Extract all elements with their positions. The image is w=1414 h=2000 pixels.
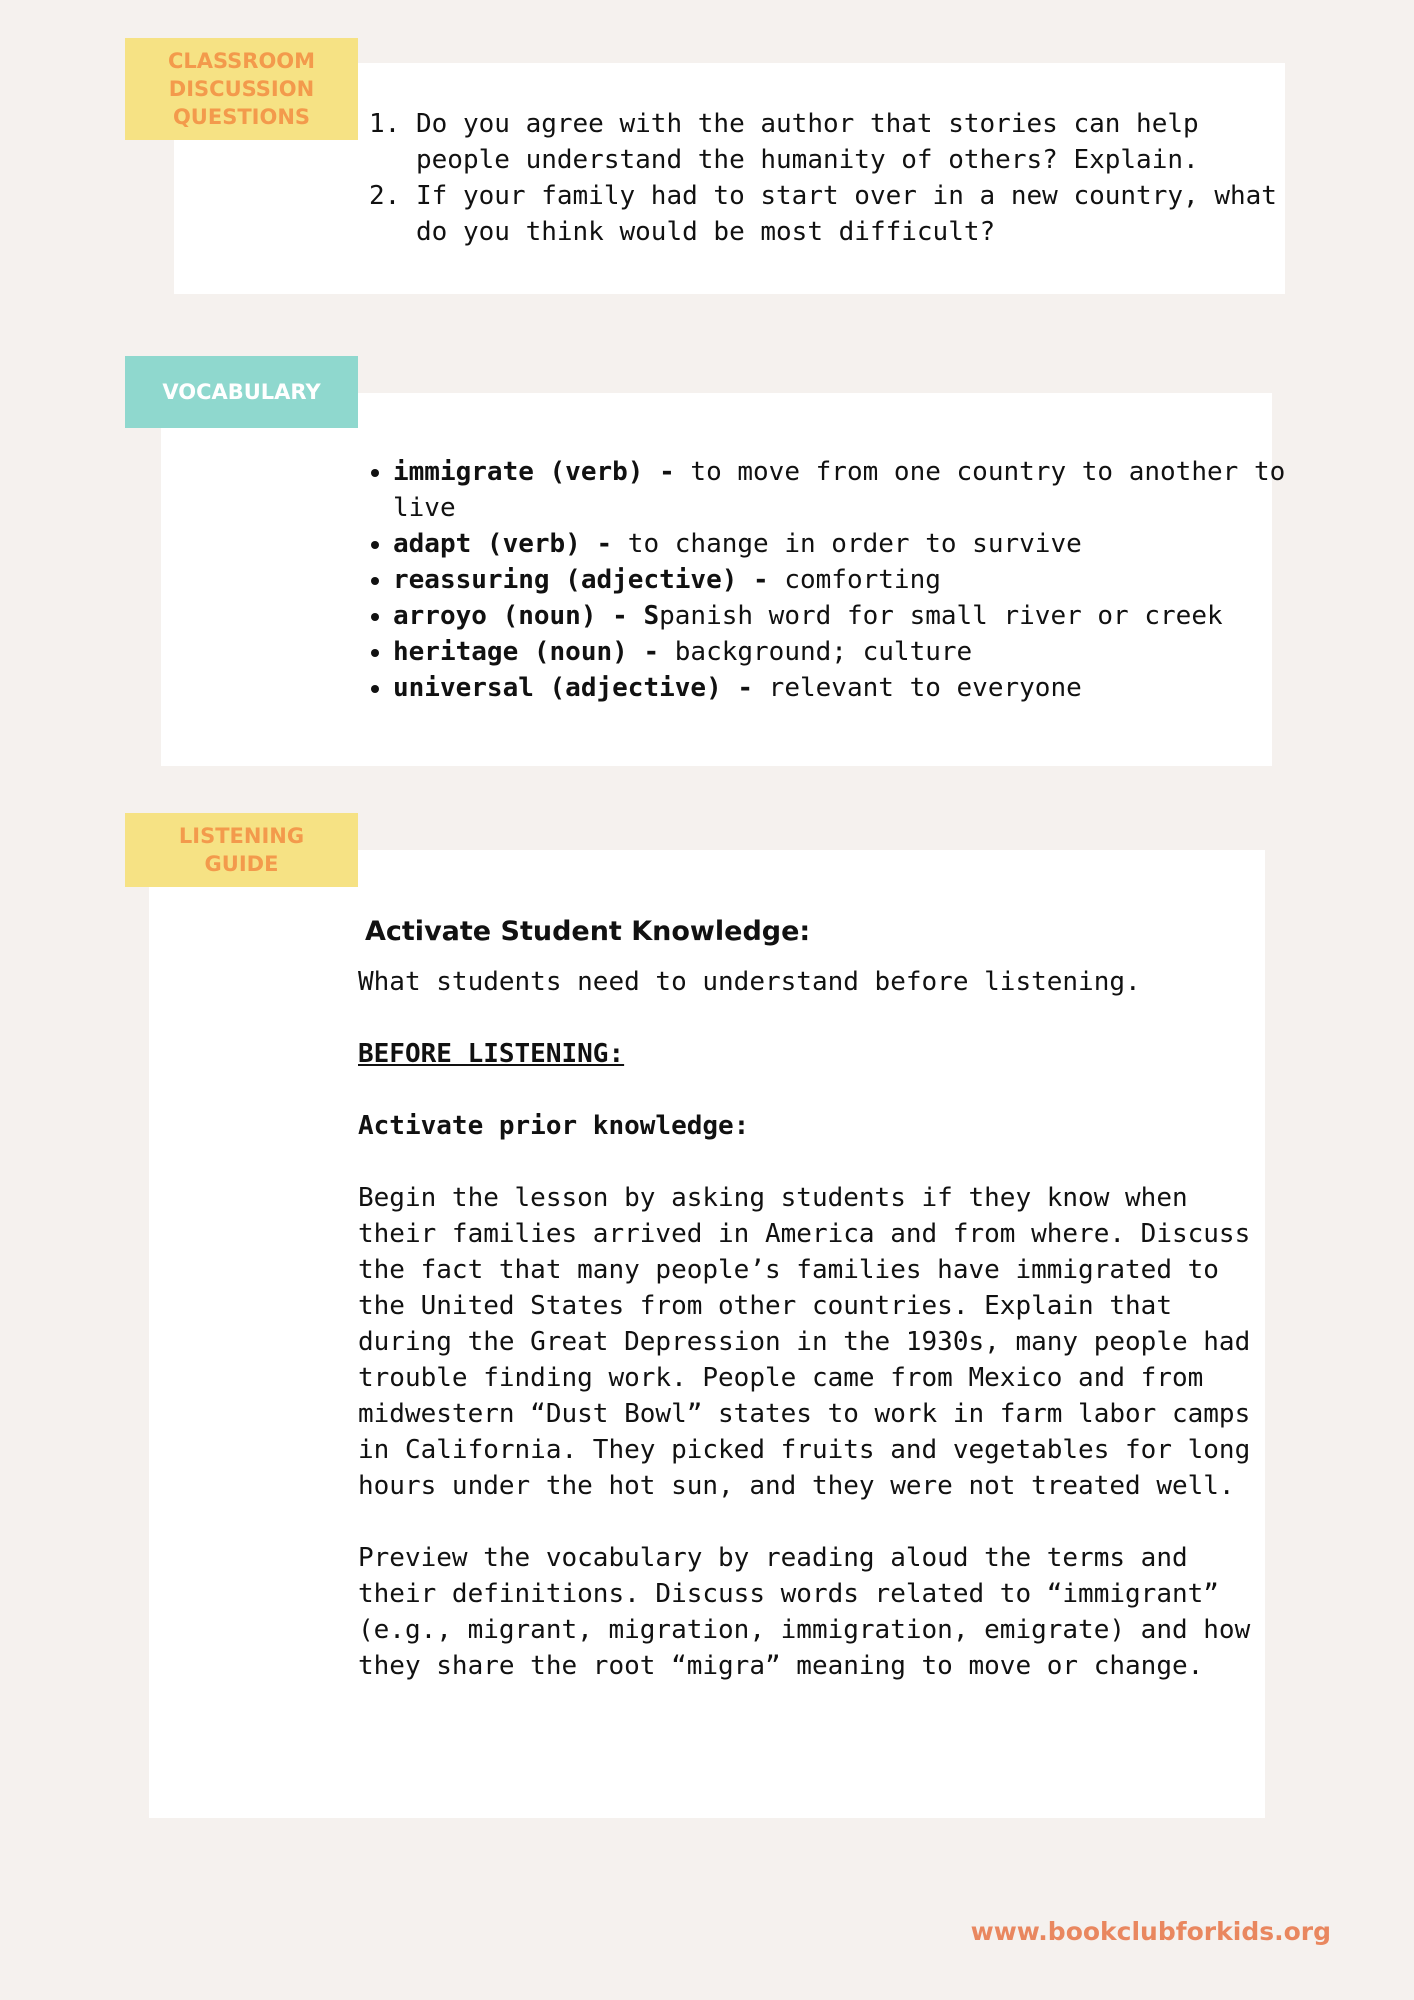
- listening-paragraph: Preview the vocabulary by reading aloud the terms and their definitions. Discuss words related to “immigrant” (e.g., migrant, migration, immigration, emigrate) and how they share the root “migra” meaning to move or change.: [358, 1543, 1251, 1681]
- discussion-question-list: [380, 106, 1296, 250]
- listening-tag-label: LISTENING GUIDE: [178, 824, 305, 876]
- vocabulary-term: adapt (verb) -: [393, 529, 613, 559]
- vocabulary-term: reassuring (adjective) -: [393, 565, 769, 595]
- vocabulary-term: universal (adjective) -: [393, 673, 754, 703]
- listening-intro: What students need to understand before listening.: [358, 967, 1141, 997]
- vocabulary-definition: panish word for small river or creek: [659, 601, 1223, 631]
- discussion-tag-label: CLASSROOM DISCUSSION QUESTIONS: [167, 49, 316, 129]
- vocabulary-item: [393, 634, 1293, 670]
- vocabulary-item: [393, 598, 1293, 634]
- vocabulary-term: immigrate (verb) -: [393, 457, 675, 487]
- vocabulary-tag: [125, 356, 358, 428]
- vocabulary-definition: to move from one country to another to live: [393, 457, 1286, 523]
- vocabulary-term: heritage (noun) -: [393, 637, 660, 667]
- vocabulary-definition: comforting: [768, 565, 941, 595]
- vocabulary-term: arroyo (noun) - S: [393, 601, 660, 631]
- vocabulary-tag-label: VOCABULARY: [162, 380, 321, 404]
- vocabulary-list: [360, 454, 1293, 706]
- listening-guide-body: [358, 912, 1258, 1720]
- vocabulary-item: [393, 526, 1293, 562]
- vocabulary-definition: background; culture: [659, 637, 973, 667]
- vocabulary-definition: relevant to everyone: [753, 673, 1082, 703]
- footer-url[interactable]: www.bookclubforkids.org: [970, 1917, 1331, 1946]
- discussion-question: 1. Do you agree with the author that stories can help people understand the humanity of others? Explain.: [416, 106, 1296, 178]
- vocabulary-item: [393, 454, 1293, 526]
- listening-paragraph: Begin the lesson by asking students if they know when their families arrived in America and from where. Discuss the fact that many people’s families have immigrated to the United States from other countries. Explain that during the Great Depression in the 1930s, many people had trouble finding work. People came from Mexico and from midwestern “Dust Bowl” states to work in farm labor camps in California. They picked fruits and vegetables for long hours under the hot sun, and they were not treated well.: [358, 1183, 1251, 1501]
- vocabulary-definition: to change in order to survive: [612, 529, 1082, 559]
- vocabulary-item: [393, 670, 1293, 706]
- discussion-question: 2. If your family had to start over in a new country, what do you think would be most difficult?: [416, 178, 1296, 250]
- listening-tag: [125, 813, 358, 887]
- listening-heading: Activate Student Knowledge:: [365, 916, 811, 947]
- vocabulary-item: [393, 562, 1293, 598]
- discussion-tag: [125, 38, 358, 140]
- before-listening-label: BEFORE LISTENING:: [358, 1039, 625, 1069]
- prior-knowledge-label: Activate prior knowledge:: [358, 1111, 750, 1141]
